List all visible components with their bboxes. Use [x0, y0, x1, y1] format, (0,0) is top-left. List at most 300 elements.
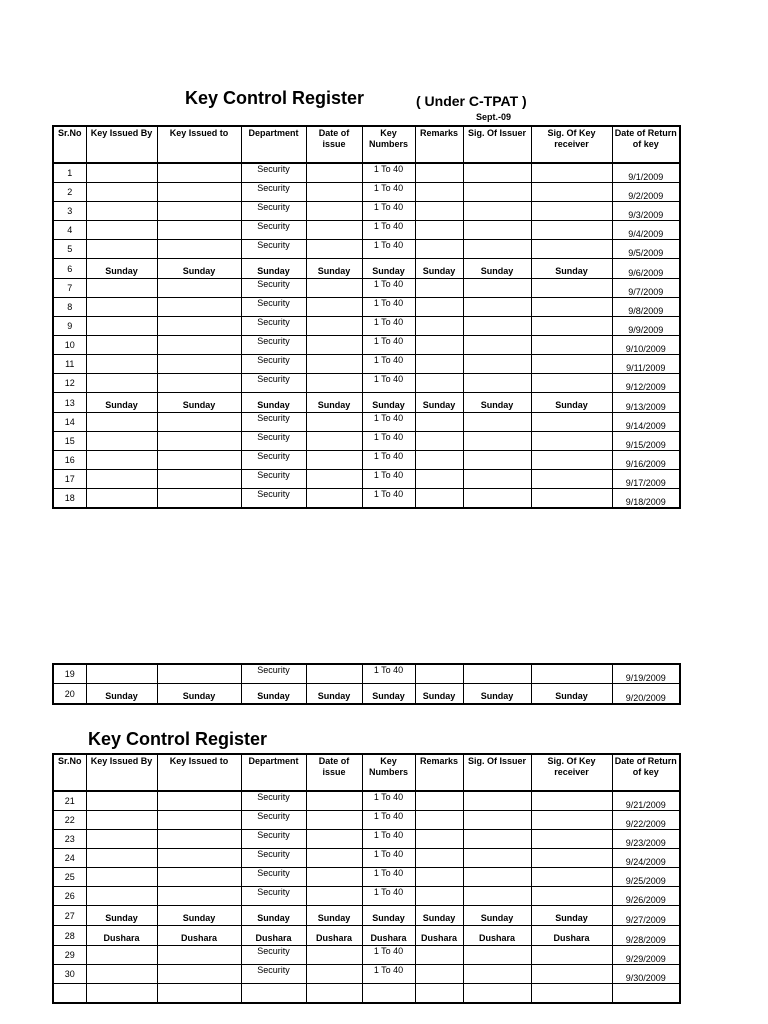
- table-cell: [415, 965, 463, 984]
- table-cell: 1 To 40: [362, 470, 415, 489]
- table-cell: Sunday: [531, 906, 612, 926]
- table-cell: [157, 317, 241, 336]
- table-cell: Security: [241, 221, 306, 240]
- table-cell: [157, 298, 241, 317]
- serial-cell: 30: [53, 965, 86, 984]
- table-cell: [86, 413, 157, 432]
- table-cell: [157, 240, 241, 259]
- table-row: [53, 393, 680, 413]
- serial-cell: 15: [53, 432, 86, 451]
- table-cell: [415, 432, 463, 451]
- table-cell: Dushara: [241, 926, 306, 946]
- table-cell: [531, 965, 612, 984]
- table-cell: Sunday: [463, 259, 531, 279]
- table-cell: [531, 202, 612, 221]
- table-cell: 1 To 40: [362, 868, 415, 887]
- column-header: Sr.No: [53, 126, 86, 163]
- table-cell: [86, 830, 157, 849]
- table-cell: [531, 451, 612, 470]
- table-cell: 1 To 40: [362, 317, 415, 336]
- table-cell: Sunday: [86, 684, 157, 705]
- table-cell: [306, 791, 362, 811]
- table-cell: [531, 664, 612, 684]
- column-header: Remarks: [415, 754, 463, 791]
- table-cell: [531, 298, 612, 317]
- serial-cell: 7: [53, 279, 86, 298]
- table-cell: Sunday: [415, 393, 463, 413]
- table-row: [53, 470, 680, 489]
- table-cell: 1 To 40: [362, 887, 415, 906]
- table-cell: [86, 298, 157, 317]
- column-header: Sig. Of Issuer: [463, 126, 531, 163]
- table-row: [53, 946, 680, 965]
- table-cell: Sunday: [531, 393, 612, 413]
- table-cell: [241, 984, 306, 1004]
- table-cell: Sunday: [463, 393, 531, 413]
- table-cell: [531, 374, 612, 393]
- table-cell: [531, 489, 612, 509]
- table-cell: [415, 336, 463, 355]
- table-cell: Dushara: [86, 926, 157, 946]
- table-cell: [463, 336, 531, 355]
- table-cell: Security: [241, 202, 306, 221]
- table-cell: [463, 298, 531, 317]
- column-header: Date of Return of key: [612, 126, 680, 163]
- serial-cell: 1: [53, 163, 86, 183]
- table-cell: [531, 317, 612, 336]
- table-cell: [86, 849, 157, 868]
- register-title-2: Key Control Register: [88, 729, 268, 749]
- table-cell: [306, 279, 362, 298]
- table-cell: Security: [241, 830, 306, 849]
- table-cell: [531, 355, 612, 374]
- table-row: [53, 811, 680, 830]
- column-header: Key Issued to: [157, 126, 241, 163]
- table-cell: Sunday: [157, 393, 241, 413]
- table-cell: Security: [241, 413, 306, 432]
- return-date-cell: 9/6/2009: [612, 259, 680, 279]
- table-cell: Security: [241, 965, 306, 984]
- table-cell: Security: [241, 791, 306, 811]
- serial-cell: 4: [53, 221, 86, 240]
- table-cell: Sunday: [415, 259, 463, 279]
- table-cell: Security: [241, 451, 306, 470]
- table-cell: [415, 887, 463, 906]
- return-date-cell: 9/14/2009: [612, 413, 680, 432]
- table-cell: 1 To 40: [362, 811, 415, 830]
- table-cell: [463, 183, 531, 202]
- table-cell: [157, 183, 241, 202]
- return-date-cell: 9/10/2009: [612, 336, 680, 355]
- serial-cell: 13: [53, 393, 86, 413]
- table-cell: [86, 374, 157, 393]
- table-cell: [86, 336, 157, 355]
- table-cell: 1 To 40: [362, 336, 415, 355]
- table-cell: [86, 279, 157, 298]
- table-cell: [306, 470, 362, 489]
- return-date-cell: 9/22/2009: [612, 811, 680, 830]
- table-cell: [415, 470, 463, 489]
- table-cell: [157, 355, 241, 374]
- table-cell: Sunday: [415, 906, 463, 926]
- table-cell: 1 To 40: [362, 849, 415, 868]
- table-cell: [463, 791, 531, 811]
- table-cell: [306, 221, 362, 240]
- table-cell: [463, 470, 531, 489]
- table-cell: [463, 811, 531, 830]
- table-cell: [306, 965, 362, 984]
- serial-cell: 28: [53, 926, 86, 946]
- table-cell: [463, 965, 531, 984]
- table-cell: [531, 470, 612, 489]
- table-cell: [415, 489, 463, 509]
- table-cell: Dushara: [157, 926, 241, 946]
- table-cell: 1 To 40: [362, 664, 415, 684]
- table-cell: [157, 830, 241, 849]
- table-row: [53, 279, 680, 298]
- serial-cell: 24: [53, 849, 86, 868]
- column-header: Date of issue: [306, 126, 362, 163]
- serial-cell: 19: [53, 664, 86, 684]
- return-date-cell: 9/7/2009: [612, 279, 680, 298]
- table-cell: Sunday: [306, 684, 362, 705]
- table-row: [53, 887, 680, 906]
- table-cell: [415, 849, 463, 868]
- column-header: Key Issued By: [86, 126, 157, 163]
- table-cell: Security: [241, 946, 306, 965]
- table-row: [53, 791, 680, 811]
- return-date-cell: 9/18/2009: [612, 489, 680, 509]
- table-cell: Security: [241, 432, 306, 451]
- table-cell: 1 To 40: [362, 202, 415, 221]
- table-cell: Sunday: [463, 684, 531, 705]
- table-cell: [415, 183, 463, 202]
- table-cell: [157, 791, 241, 811]
- table-cell: [531, 887, 612, 906]
- table-cell: Security: [241, 163, 306, 183]
- table-cell: [157, 163, 241, 183]
- table-cell: [86, 965, 157, 984]
- table-cell: Security: [241, 298, 306, 317]
- table-cell: [531, 946, 612, 965]
- return-date-cell: 9/9/2009: [612, 317, 680, 336]
- table-cell: [531, 984, 612, 1004]
- table-cell: [306, 355, 362, 374]
- return-date-cell: [612, 984, 680, 1004]
- table-row: [53, 298, 680, 317]
- table-cell: [306, 413, 362, 432]
- table-cell: [86, 946, 157, 965]
- serial-cell: 16: [53, 451, 86, 470]
- table-cell: [531, 183, 612, 202]
- return-date-cell: 9/4/2009: [612, 221, 680, 240]
- return-date-cell: 9/27/2009: [612, 906, 680, 926]
- table-row: [53, 664, 680, 684]
- table-cell: 1 To 40: [362, 830, 415, 849]
- column-header: Sig. Of Issuer: [463, 754, 531, 791]
- table-cell: [86, 489, 157, 509]
- serial-cell: 12: [53, 374, 86, 393]
- table-cell: [463, 887, 531, 906]
- serial-cell: 29: [53, 946, 86, 965]
- table-cell: [157, 811, 241, 830]
- table-cell: [463, 413, 531, 432]
- table-cell: [415, 355, 463, 374]
- column-header: Sig. Of Key receiver: [531, 754, 612, 791]
- table-cell: Sunday: [241, 684, 306, 705]
- serial-cell: 8: [53, 298, 86, 317]
- table-cell: [415, 946, 463, 965]
- table-cell: [463, 868, 531, 887]
- table-cell: [415, 202, 463, 221]
- column-header: Date of Return of key: [612, 754, 680, 791]
- table-cell: Dushara: [306, 926, 362, 946]
- table-cell: Sunday: [241, 906, 306, 926]
- table-row: [53, 830, 680, 849]
- table-cell: [463, 830, 531, 849]
- table-cell: [86, 868, 157, 887]
- table-cell: Security: [241, 279, 306, 298]
- serial-cell: 17: [53, 470, 86, 489]
- table-cell: [157, 984, 241, 1004]
- table-cell: [86, 183, 157, 202]
- table-cell: 1 To 40: [362, 279, 415, 298]
- table-cell: Security: [241, 811, 306, 830]
- table-row: [53, 432, 680, 451]
- table-cell: [157, 887, 241, 906]
- table-cell: Security: [241, 470, 306, 489]
- table-cell: [415, 374, 463, 393]
- table-cell: Dushara: [362, 926, 415, 946]
- return-date-cell: 9/2/2009: [612, 183, 680, 202]
- table-cell: Sunday: [463, 906, 531, 926]
- table-row: [53, 451, 680, 470]
- table-cell: [86, 240, 157, 259]
- table-cell: Sunday: [241, 393, 306, 413]
- return-date-cell: 9/30/2009: [612, 965, 680, 984]
- table-cell: [531, 279, 612, 298]
- return-date-cell: 9/8/2009: [612, 298, 680, 317]
- table-cell: 1 To 40: [362, 355, 415, 374]
- serial-cell: 25: [53, 868, 86, 887]
- serial-cell: 20: [53, 684, 86, 705]
- column-header: Remarks: [415, 126, 463, 163]
- table-cell: Sunday: [415, 684, 463, 705]
- table-cell: [86, 887, 157, 906]
- serial-cell: 21: [53, 791, 86, 811]
- table-cell: [306, 374, 362, 393]
- table-cell: Sunday: [531, 259, 612, 279]
- table-cell: [157, 336, 241, 355]
- table-cell: [306, 240, 362, 259]
- table-cell: [415, 221, 463, 240]
- table-cell: [86, 811, 157, 830]
- table-cell: [531, 868, 612, 887]
- table-cell: [306, 830, 362, 849]
- table-row: [53, 259, 680, 279]
- table-cell: 1 To 40: [362, 791, 415, 811]
- register-title: Key Control Register: [185, 88, 365, 108]
- table-cell: [306, 432, 362, 451]
- table-cell: [463, 984, 531, 1004]
- return-date-cell: 9/21/2009: [612, 791, 680, 811]
- register-subtitle: ( Under C-TPAT ): [416, 93, 527, 109]
- table-cell: [415, 664, 463, 684]
- table-cell: Dushara: [415, 926, 463, 946]
- return-date-cell: 9/26/2009: [612, 887, 680, 906]
- table-cell: Security: [241, 664, 306, 684]
- table-cell: [86, 221, 157, 240]
- serial-cell: 27: [53, 906, 86, 926]
- table-cell: [531, 163, 612, 183]
- table-row: [53, 906, 680, 926]
- table-cell: Security: [241, 183, 306, 202]
- table-cell: [463, 221, 531, 240]
- table-cell: [157, 413, 241, 432]
- table-cell: [415, 298, 463, 317]
- table-row: [53, 183, 680, 202]
- table-cell: 1 To 40: [362, 374, 415, 393]
- table-row: [53, 868, 680, 887]
- table-cell: Sunday: [306, 259, 362, 279]
- return-date-cell: 9/13/2009: [612, 393, 680, 413]
- return-date-cell: 9/17/2009: [612, 470, 680, 489]
- table-cell: [463, 279, 531, 298]
- table-cell: [306, 202, 362, 221]
- column-header: Department: [241, 754, 306, 791]
- column-header: Sr.No: [53, 754, 86, 791]
- table-cell: [86, 432, 157, 451]
- table-cell: [415, 317, 463, 336]
- table-cell: Dushara: [531, 926, 612, 946]
- table-row: [53, 355, 680, 374]
- table-cell: [463, 946, 531, 965]
- table-cell: [306, 163, 362, 183]
- table-cell: [306, 183, 362, 202]
- table-cell: [86, 470, 157, 489]
- table-cell: [531, 811, 612, 830]
- table-cell: [157, 664, 241, 684]
- table-cell: [463, 849, 531, 868]
- table-cell: [463, 317, 531, 336]
- table-cell: 1 To 40: [362, 240, 415, 259]
- return-date-cell: 9/12/2009: [612, 374, 680, 393]
- serial-cell: 11: [53, 355, 86, 374]
- table-cell: [86, 984, 157, 1004]
- table-row: [53, 926, 680, 946]
- column-header: Date of issue: [306, 754, 362, 791]
- table-cell: 1 To 40: [362, 451, 415, 470]
- serial-cell: 2: [53, 183, 86, 202]
- table-cell: Sunday: [362, 906, 415, 926]
- table-row: [53, 240, 680, 259]
- key-register-table-3: [52, 753, 681, 1004]
- table-cell: [463, 240, 531, 259]
- table-cell: [306, 489, 362, 509]
- table-cell: [86, 791, 157, 811]
- table-row: [53, 489, 680, 509]
- serial-cell: 6: [53, 259, 86, 279]
- table-row: [53, 374, 680, 393]
- table-cell: [463, 163, 531, 183]
- table-cell: [157, 221, 241, 240]
- table-cell: Security: [241, 240, 306, 259]
- table-cell: 1 To 40: [362, 221, 415, 240]
- serial-cell: 23: [53, 830, 86, 849]
- table-cell: [306, 317, 362, 336]
- table-row: [53, 317, 680, 336]
- table-cell: [306, 984, 362, 1004]
- table-cell: [415, 451, 463, 470]
- table-cell: Sunday: [157, 259, 241, 279]
- return-date-cell: 9/15/2009: [612, 432, 680, 451]
- table-cell: [157, 965, 241, 984]
- table-cell: [463, 355, 531, 374]
- key-register-table-2: [52, 663, 681, 705]
- table-cell: [463, 202, 531, 221]
- table-cell: [415, 811, 463, 830]
- table-cell: [157, 202, 241, 221]
- column-header: Key Issued to: [157, 754, 241, 791]
- return-date-cell: 9/20/2009: [612, 684, 680, 705]
- table-cell: [531, 849, 612, 868]
- table-cell: Security: [241, 374, 306, 393]
- table-cell: Sunday: [157, 906, 241, 926]
- table-cell: Security: [241, 489, 306, 509]
- table-cell: [86, 202, 157, 221]
- table-cell: [463, 451, 531, 470]
- column-header: Key Numbers: [362, 126, 415, 163]
- serial-cell: 18: [53, 489, 86, 509]
- table-cell: [306, 664, 362, 684]
- table-cell: [157, 432, 241, 451]
- table-cell: 1 To 40: [362, 965, 415, 984]
- table-row: [53, 163, 680, 183]
- return-date-cell: 9/3/2009: [612, 202, 680, 221]
- table-cell: Sunday: [306, 906, 362, 926]
- table-cell: 1 To 40: [362, 489, 415, 509]
- table-cell: Sunday: [86, 906, 157, 926]
- table-row: [53, 984, 680, 1004]
- return-date-cell: 9/16/2009: [612, 451, 680, 470]
- table-header-row: [53, 126, 680, 163]
- table-cell: [306, 451, 362, 470]
- table-cell: [86, 664, 157, 684]
- table-cell: Sunday: [86, 393, 157, 413]
- return-date-cell: 9/28/2009: [612, 926, 680, 946]
- serial-cell: [53, 984, 86, 1004]
- table-cell: 1 To 40: [362, 946, 415, 965]
- table-cell: [86, 451, 157, 470]
- return-date-cell: 9/24/2009: [612, 849, 680, 868]
- table-cell: [157, 451, 241, 470]
- table-cell: [86, 317, 157, 336]
- table-cell: Sunday: [531, 684, 612, 705]
- table-cell: [531, 240, 612, 259]
- table-cell: 1 To 40: [362, 413, 415, 432]
- table-row: [53, 849, 680, 868]
- return-date-cell: 9/19/2009: [612, 664, 680, 684]
- table-cell: Dushara: [463, 926, 531, 946]
- return-date-cell: 9/5/2009: [612, 240, 680, 259]
- table-cell: 1 To 40: [362, 432, 415, 451]
- table-cell: [415, 830, 463, 849]
- table-header-row: [53, 754, 680, 791]
- table-cell: [531, 336, 612, 355]
- table-cell: [531, 830, 612, 849]
- table-cell: [306, 849, 362, 868]
- table-cell: [306, 336, 362, 355]
